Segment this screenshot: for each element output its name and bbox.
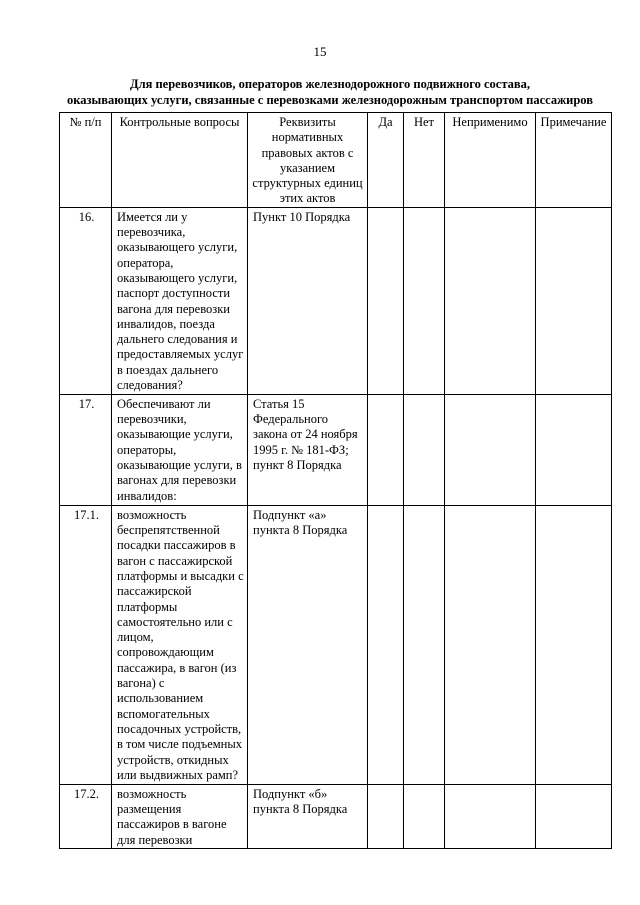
page-number: 15 <box>313 44 327 59</box>
table-row <box>60 207 612 394</box>
cell-not-applicable[interactable] <box>445 394 536 505</box>
heading-line-2: оказывающих услуги, связанные с перевозками железнодорожным транспортом пассажиров <box>67 93 593 107</box>
header-note: Примечание <box>536 113 612 208</box>
table-row <box>60 394 612 505</box>
header-no: Нет <box>404 113 445 208</box>
header-requisites: Реквизиты нормативных правовых актов с указанием структурных единиц этих актов <box>248 113 368 208</box>
row-number: 17.1. <box>60 505 112 784</box>
table-row <box>60 784 612 848</box>
row-question: возможность беспрепятственной посадки пассажиров в вагон с пассажирской платформы и высадки с пассажирской платформы самостоятельно или с лицом, сопровождающим пассажира, в вагон (из вагона) с использованием вспомогательных посадочных устройств, в том числе подъемных устройств, откидных или выдвижных рамп? <box>112 505 248 784</box>
cell-note[interactable] <box>536 505 612 784</box>
cell-not-applicable[interactable] <box>445 784 536 848</box>
cell-note[interactable] <box>536 207 612 394</box>
checklist-table <box>59 112 612 849</box>
cell-yes[interactable] <box>368 394 404 505</box>
row-question: Обеспечивают ли перевозчики, оказывающие услуги, операторы, оказывающие услуги, в вагонах для перевозки инвалидов: <box>112 394 248 505</box>
cell-no[interactable] <box>404 784 445 848</box>
cell-note[interactable] <box>536 394 612 505</box>
row-requisite: Статья 15 Федерального закона от 24 ноября 1995 г. № 181-ФЗ; пункт 8 Порядка <box>248 394 368 505</box>
row-requisite: Подпункт «а» пункта 8 Порядка <box>248 505 368 784</box>
row-question: возможность размещения пассажиров в вагоне для перевозки <box>112 784 248 848</box>
row-requisite: Пункт 10 Порядка <box>248 207 368 394</box>
cell-yes[interactable] <box>368 784 404 848</box>
cell-no[interactable] <box>404 394 445 505</box>
cell-note[interactable] <box>536 784 612 848</box>
row-number: 16. <box>60 207 112 394</box>
row-number: 17. <box>60 394 112 505</box>
header-questions: Контрольные вопросы <box>112 113 248 208</box>
table-row <box>60 505 612 784</box>
header-yes: Да <box>368 113 404 208</box>
header-num: № п/п <box>60 113 112 208</box>
row-requisite: Подпункт «б» пункта 8 Порядка <box>248 784 368 848</box>
table-header-row <box>60 113 612 208</box>
cell-yes[interactable] <box>368 505 404 784</box>
document-heading <box>40 76 620 108</box>
row-number: 17.2. <box>60 784 112 848</box>
heading-line-1: Для перевозчиков, операторов железнодорожного подвижного состава, <box>129 77 531 91</box>
cell-no[interactable] <box>404 505 445 784</box>
header-not-applicable: Неприменимо <box>445 113 536 208</box>
cell-no[interactable] <box>404 207 445 394</box>
row-question: Имеется ли у перевозчика, оказывающего услуги, оператора, оказывающего услуги, паспорт доступности вагона для перевозки инвалидов, поезда дальнего следования и предоставляемых услуг в поездах дальнего следования? <box>112 207 248 394</box>
cell-not-applicable[interactable] <box>445 505 536 784</box>
cell-yes[interactable] <box>368 207 404 394</box>
cell-not-applicable[interactable] <box>445 207 536 394</box>
